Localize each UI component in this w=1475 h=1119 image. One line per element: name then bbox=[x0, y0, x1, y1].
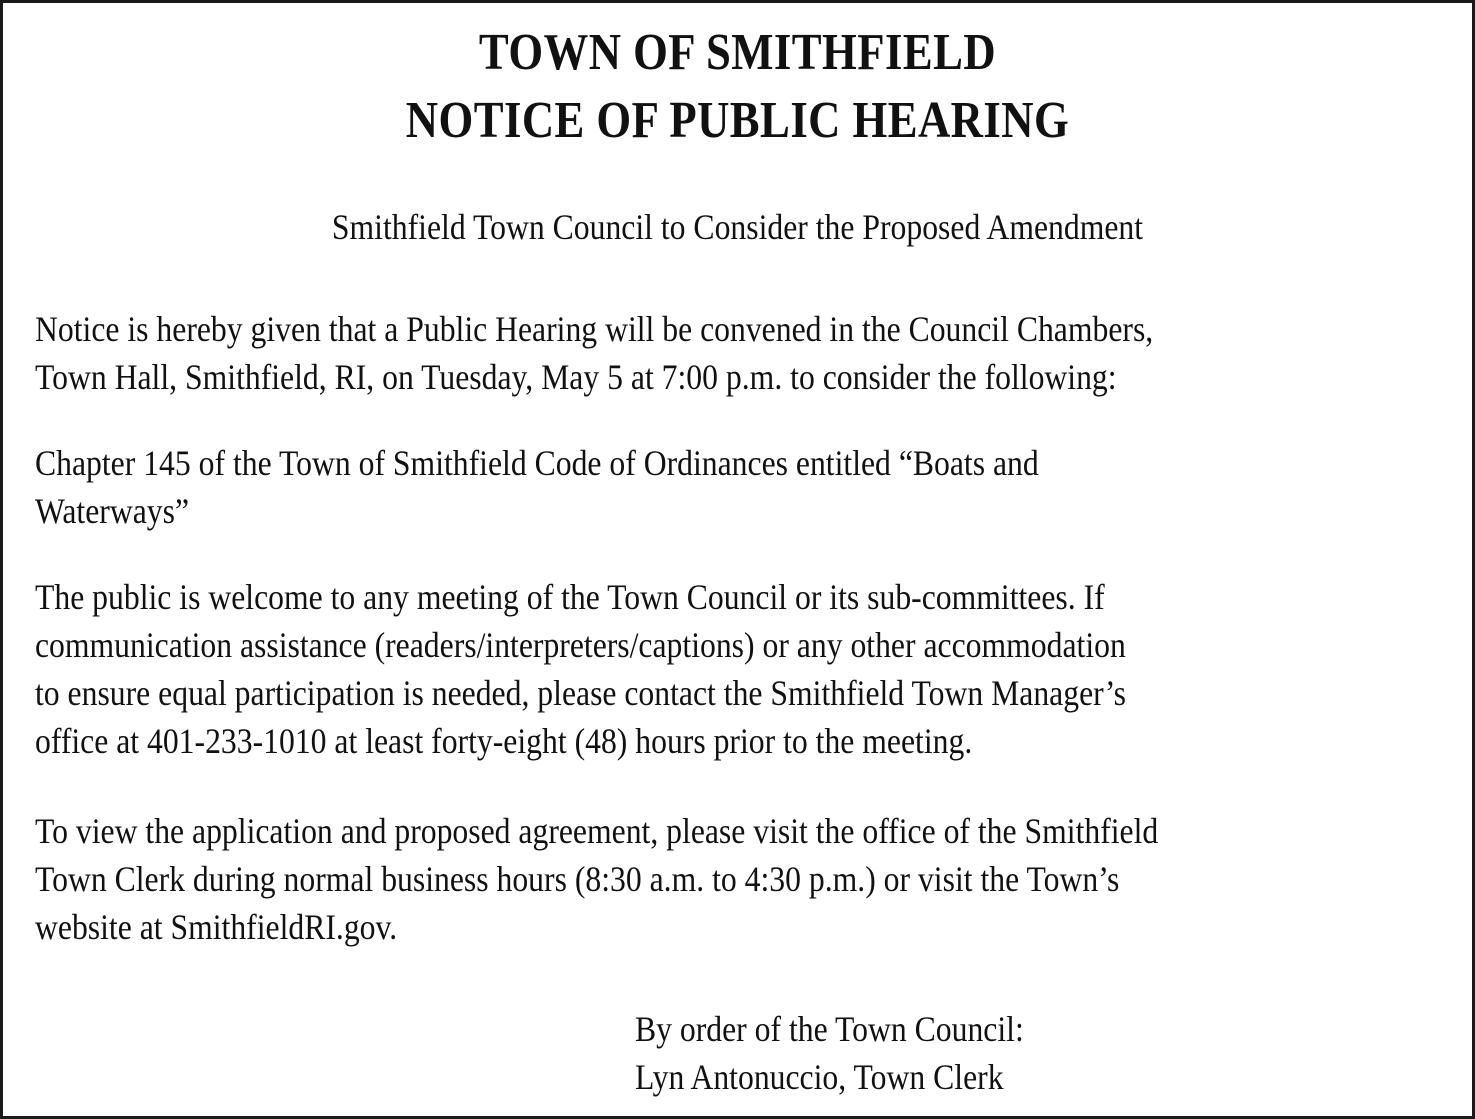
hearing-details-paragraph: Notice is hereby given that a Public Hearing will be convened in the Council Chambers, Town Hall, Smithfield, RI, on Tuesday, May 5 at 7:00 p.m. to consider the following: bbox=[35, 309, 1154, 397]
signature-order-line: By order of the Town Council: bbox=[635, 1009, 1024, 1049]
accessibility-paragraph: The public is welcome to any meeting of the Town Council or its sub-committees. If communication assistance (readers/interpreters/captions) or any other accommodation to ensure equal participation is needed, please contact the Smithfield Town Manager’s office at 401-233-1010 at least forty-eight (48) hours prior to the meeting. bbox=[35, 577, 1127, 761]
application-viewing-paragraph: To view the application and proposed agreement, please visit the office of the Smithfield Town Clerk during normal business hours (8:30 a.m. to 4:30 p.m.) or visit the Town’s website at SmithfieldRI.gov. bbox=[35, 811, 1159, 947]
ordinance-chapter-paragraph: Chapter 145 of the Town of Smithfield Code of Ordinances entitled “Boats and Waterways” bbox=[35, 443, 1039, 531]
notice-title-town: TOWN OF SMITHFIELD bbox=[478, 24, 997, 81]
notice-title-hearing: NOTICE OF PUBLIC HEARING bbox=[405, 92, 1070, 149]
signature-clerk-name: Lyn Antonuccio, Town Clerk bbox=[635, 1057, 1004, 1097]
notice-subtitle: Smithfield Town Council to Consider the Proposed Amendment bbox=[331, 207, 1144, 247]
signature-block bbox=[635, 1005, 1024, 1101]
